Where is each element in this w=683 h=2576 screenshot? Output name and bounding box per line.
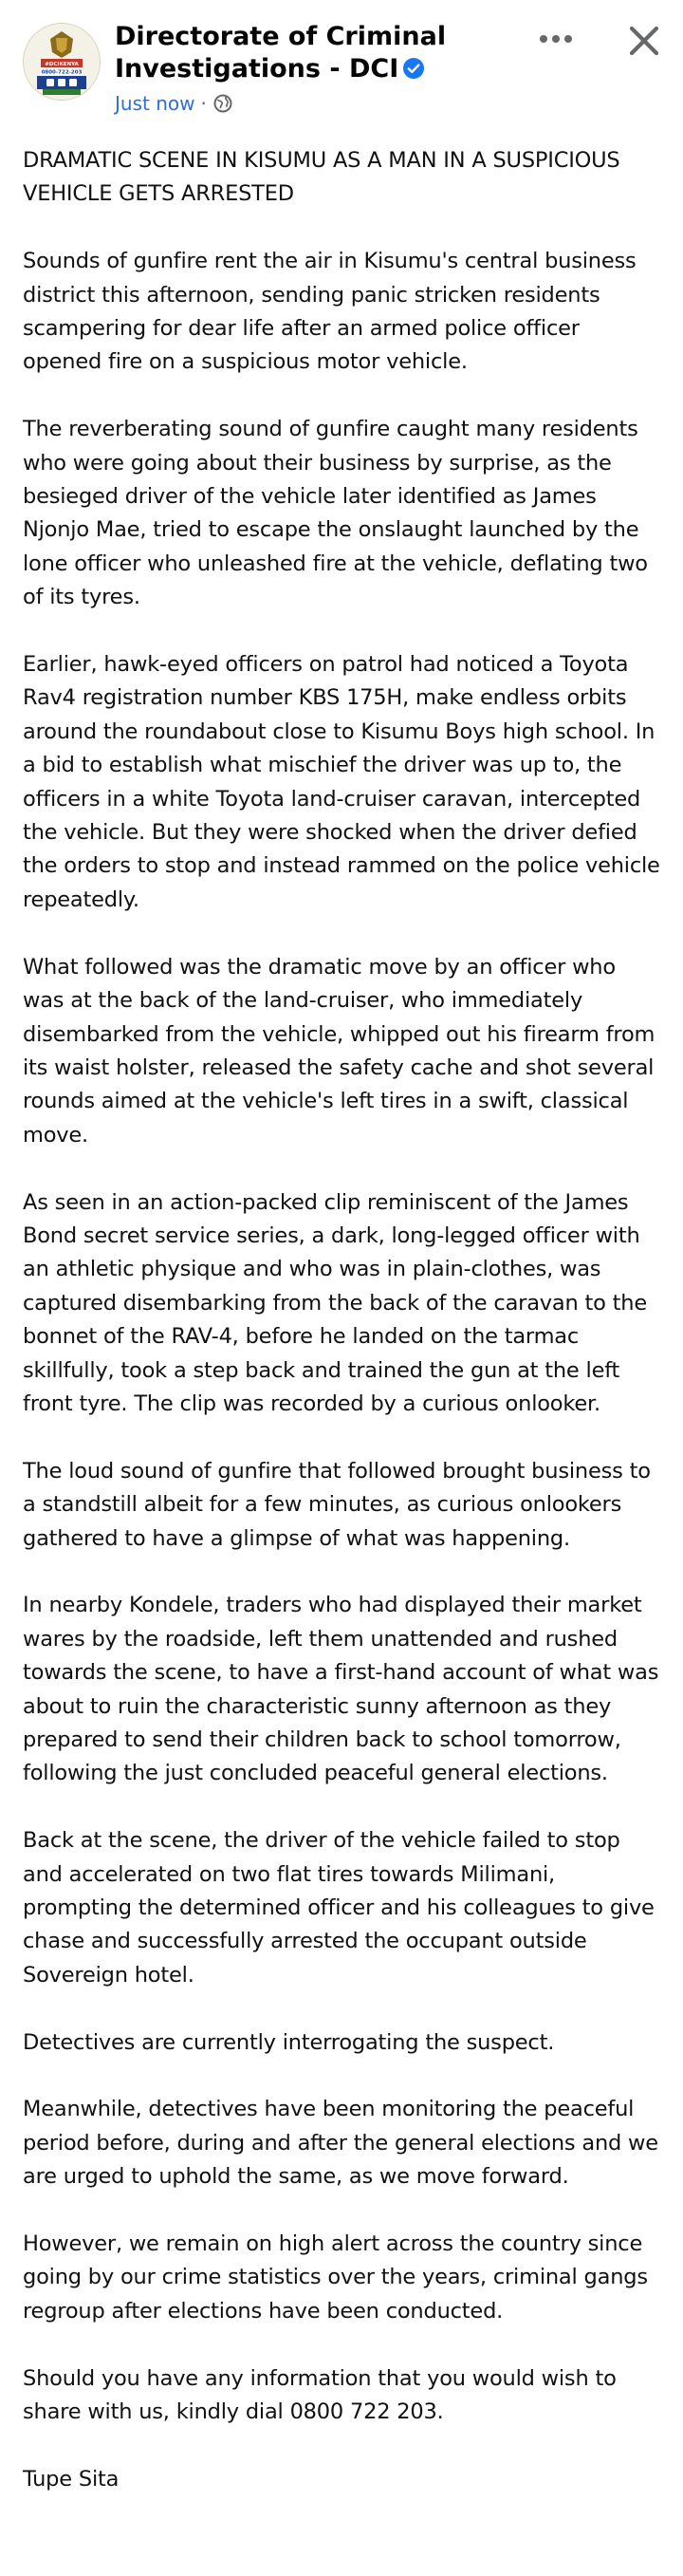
post-timestamp[interactable]: Just now xyxy=(115,92,195,115)
post-paragraph: Sounds of gunfire rent the air in Kisumu's central business district this afternoon, sending panic stricken residents scampering for dear life after an armed police officer opened fire on a suspicious motor vehicle. xyxy=(23,249,637,375)
post-header xyxy=(0,0,683,133)
post-paragraph: The reverberating sound of gunfire caught many residents who were going about their business by surprise, as the besieged driver of the vehicle later identified as James Njonjo Mae, tried to escape the onslaught launched by the lone officer who unleashed fire at the vehicle, deflating two of its tyres. xyxy=(23,417,648,610)
dci-logo-icon xyxy=(24,24,100,100)
more-dot xyxy=(564,35,572,43)
post-paragraph: Detectives are currently interrogating the suspect. xyxy=(23,2029,555,2055)
post-paragraph: Back at the scene, the driver of the vehicle failed to stop and accelerated on two flat tires towards Milimani, prompting the determined officer and his colleagues to give chase and successfully arrested the occupant outside Sovereign hotel. xyxy=(23,1828,655,1988)
close-icon[interactable] xyxy=(622,19,666,63)
post-paragraph: However, we remain on high alert across the country since going by our crime statistics over the years, criminal gangs regroup after elections have been conducted. xyxy=(23,2231,648,2324)
post-paragraph: As seen in an action-packed clip reminiscent of the James Bond secret service series, a dark, long-legged officer with an athletic physique and who was in plain-clothes, was captured disembarking from the back of the caravan to the bonnet of the RAV-4, before he landed on the tarmac skillfully, took a step back and trained the gun at the left front tyre. The clip was recorded by a curious onlooker. xyxy=(23,1189,647,1416)
svg-text:#DCIKENYA: #DCIKENYA xyxy=(45,62,79,67)
svg-text:0800-722-203: 0800-722-203 xyxy=(41,69,83,76)
post-paragraph: Should you have any information that you would wish to share with us, kindly dial 0800 722 203. xyxy=(23,2365,617,2425)
post-paragraph: What followed was the dramatic move by an officer who was at the back of the land-cruiser, who immediately disembarked from the vehicle, whipped out his firearm from its waist holster, released the safety cache and shot several rounds aimed at the vehicle's left tires in a swift, classical move. xyxy=(23,954,655,1148)
verified-badge-icon xyxy=(402,57,425,80)
more-dot xyxy=(552,35,560,43)
post-meta xyxy=(115,91,233,116)
page-name-text[interactable]: Directorate of Criminal Investigations - DCI xyxy=(115,22,447,84)
more-dot xyxy=(540,35,547,43)
page-avatar[interactable] xyxy=(23,23,101,101)
globe-icon[interactable] xyxy=(212,93,233,114)
post-paragraph: In nearby Kondele, traders who had displayed their market wares by the roadside, left them unattended and rushed towards the scene, to have a first-hand account of what was about to ruin the characteristic sunny afternoon as they prepared to send their children back to school tomorrow, following the just concluded peaceful general elections. xyxy=(23,1593,659,1786)
more-options-icon[interactable] xyxy=(533,23,579,55)
post-paragraph: Meanwhile, detectives have been monitoring the peaceful period before, during and after the general elections and we are urged to uphold the same, as we move forward. xyxy=(23,2097,658,2190)
post-headline: DRAMATIC SCENE IN KISUMU AS A MAN IN A SUSPICIOUS VEHICLE GETS ARRESTED xyxy=(23,148,620,207)
page-name[interactable] xyxy=(115,21,532,85)
post-body xyxy=(23,144,662,2530)
post-signoff: Tupe Sita xyxy=(23,2466,120,2492)
post-paragraph: Earlier, hawk-eyed officers on patrol had noticed a Toyota Rav4 registration number KBS 175H, make endless orbits around the roundabout close to Kisumu Boys high school. In a bid to establish what mischief the driver was up to, the officers in a white Toyota land-cruiser caravan, intercepted the vehicle. But they were shocked when the driver defied the orders to stop and instead rammed on the police vehicle repeatedly. xyxy=(23,652,660,912)
meta-separator: · xyxy=(200,92,207,115)
post-paragraph: The loud sound of gunfire that followed brought business to a standstill albeit for a few minutes, as curious onlookers gathered to have a glimpse of what was happening. xyxy=(23,1458,651,1551)
